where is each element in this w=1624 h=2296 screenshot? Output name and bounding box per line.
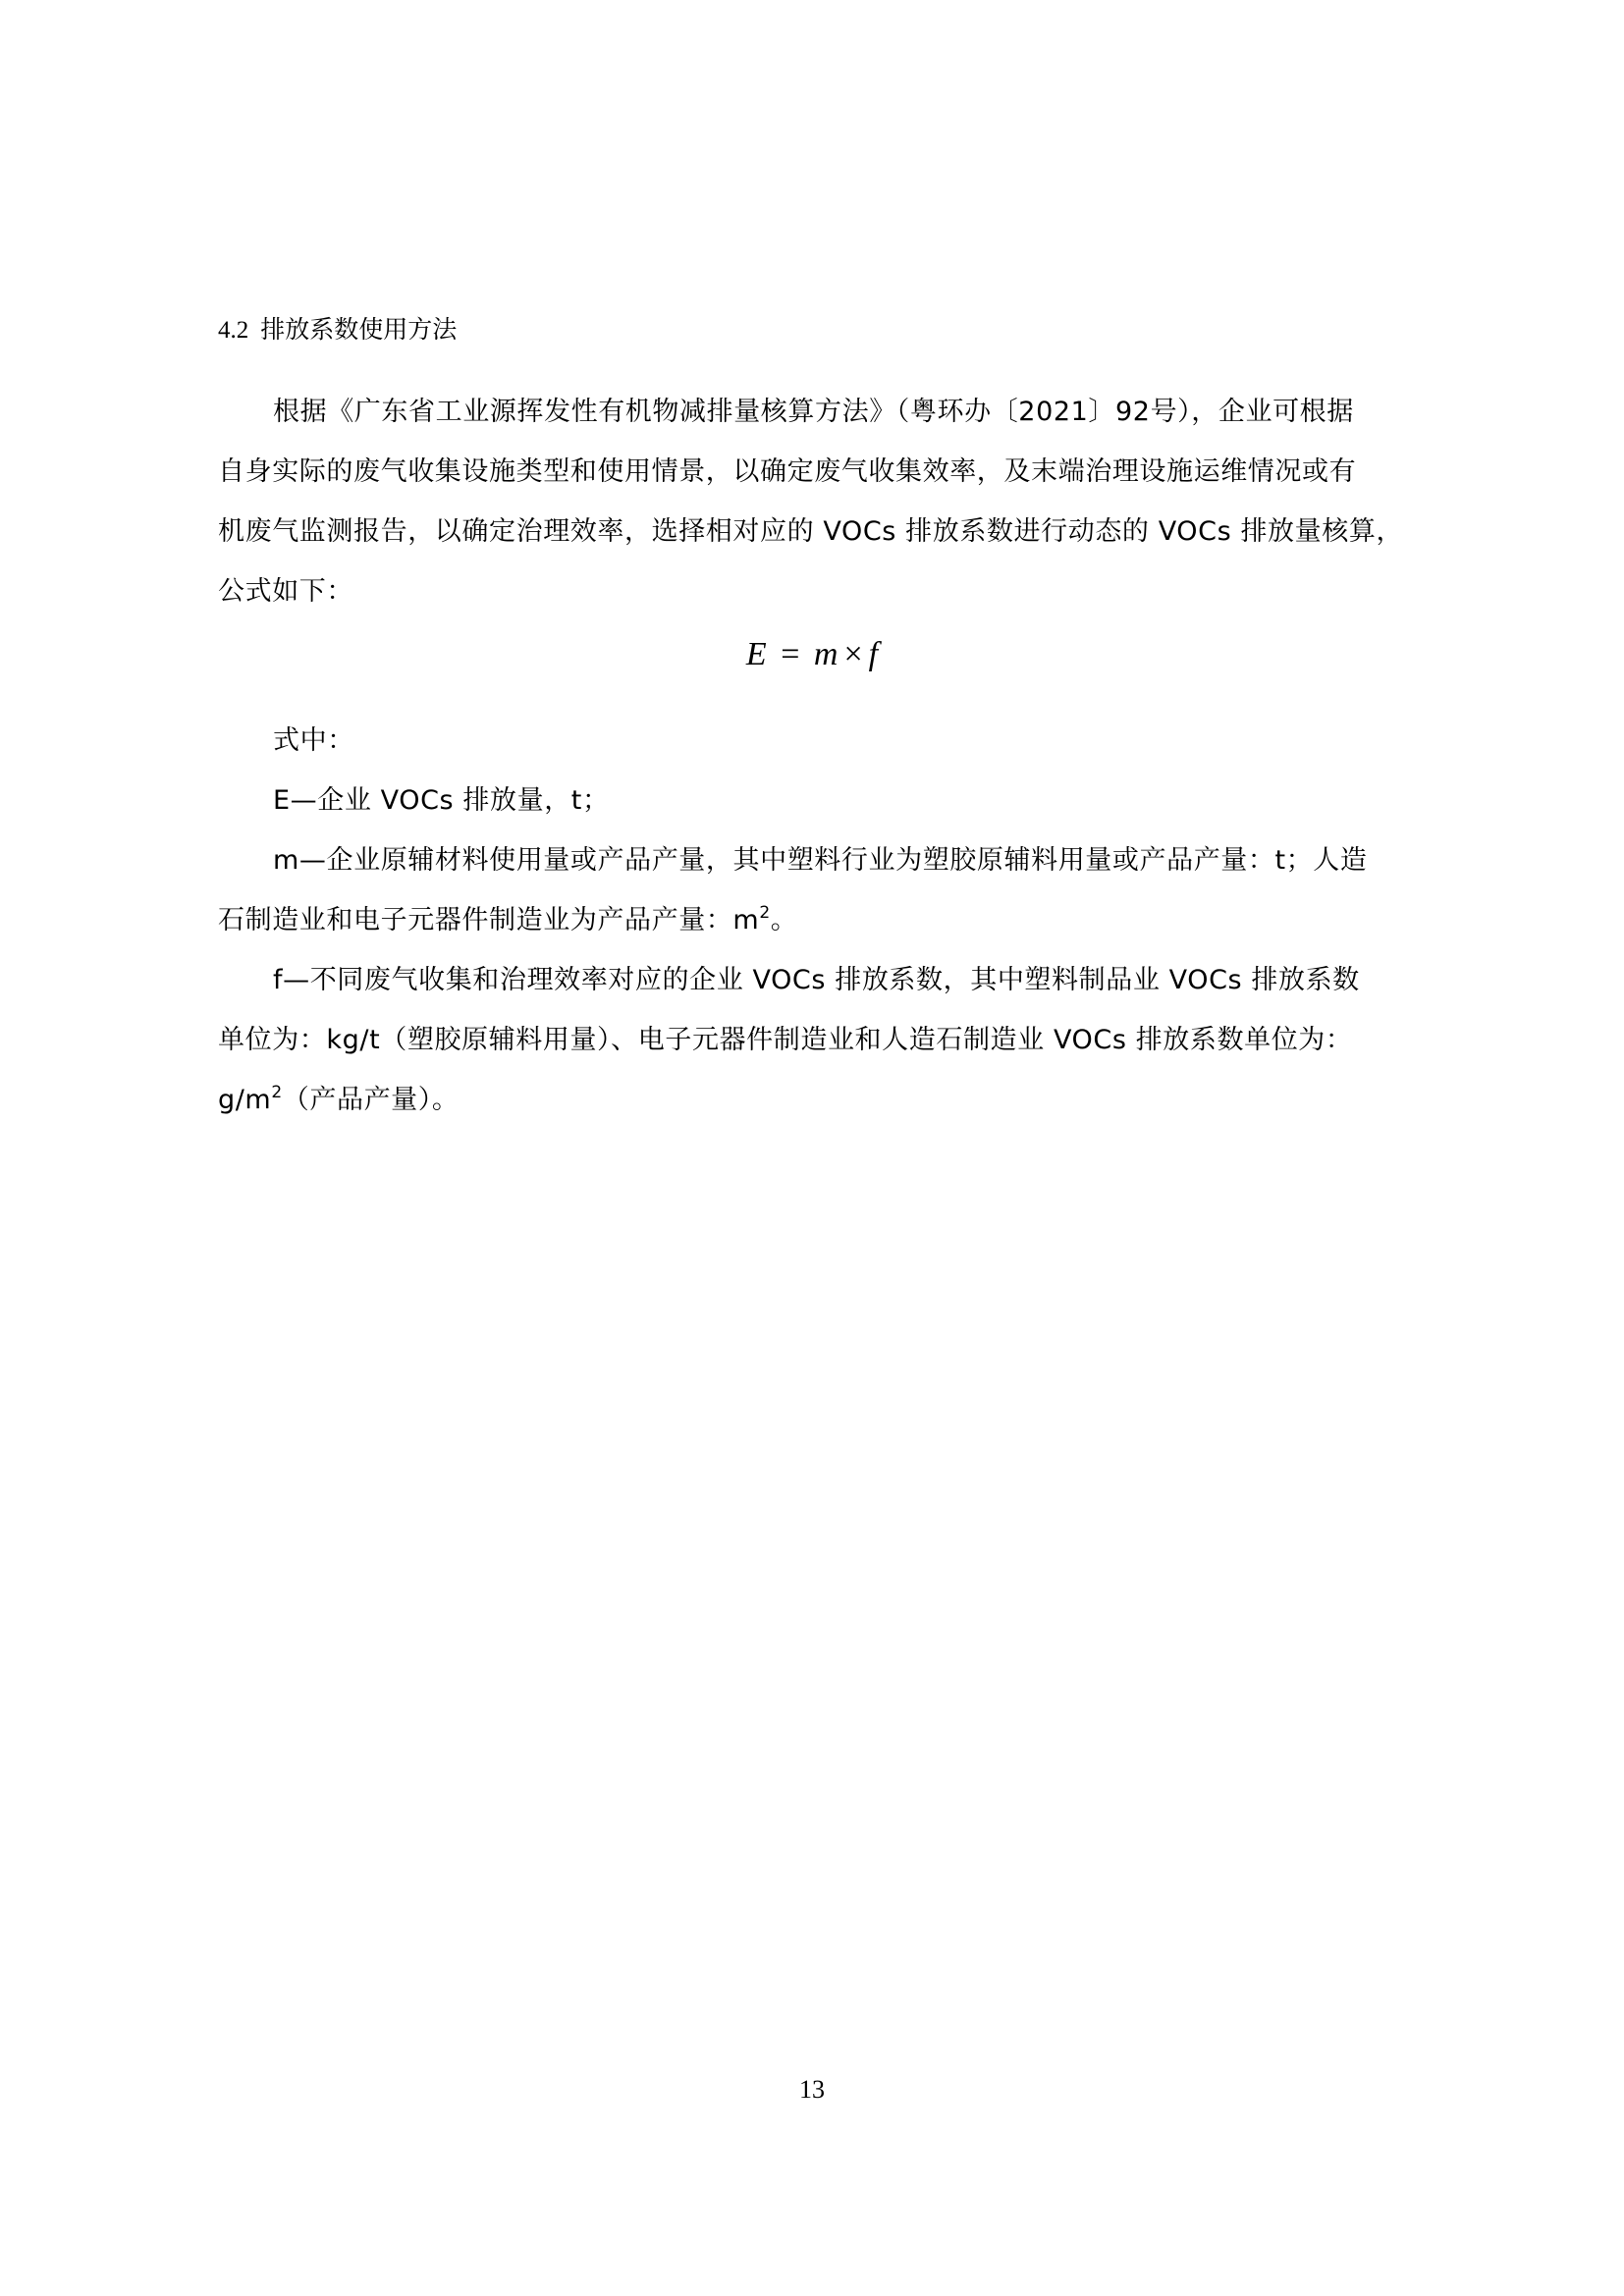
- paragraph-line: 机废气监测报告，以确定治理效率，选择相对应的 VOCs 排放系数进行动态的 VOCs 排放量核算，: [218, 516, 1404, 547]
- section-title: 排放系数使用方法: [260, 315, 458, 344]
- definition-m-text: 石制造业和电子元器件制造业为产品产量：m: [218, 905, 760, 935]
- superscript: 2: [271, 1083, 283, 1102]
- formula-times: ×: [843, 636, 863, 672]
- definition-f-line1: f—不同废气收集和治理效率对应的企业 VOCs 排放系数，其中塑料制品业 VOCs 排放系数: [273, 965, 1360, 995]
- paragraph-line: 根据《广东省工业源挥发性有机物减排量核算方法》（粤环办〔2021〕92号），企业可根据: [273, 397, 1354, 427]
- where-label: 式中：: [273, 725, 354, 756]
- formula-m: m: [813, 636, 839, 672]
- paragraph-line: 公式如下：: [218, 576, 353, 607]
- section-heading: [218, 312, 457, 348]
- paragraph-line: 自身实际的废气收集设施类型和使用情景，以确定废气收集效率，及末端治理设施运维情况或有: [218, 456, 1357, 487]
- formula-e: E: [745, 636, 767, 672]
- definition-m-line1: m—企业原辅材料使用量或产品产量，其中塑料行业为塑胶原辅料用量或产品产量：t；人造: [273, 845, 1368, 876]
- definition-f-end: （产品产量）。: [282, 1085, 460, 1115]
- definition-m-line2: [218, 901, 797, 940]
- formula-f: f: [868, 636, 879, 672]
- definition-f-unit: g/m: [218, 1085, 272, 1115]
- page-number: 13: [799, 2075, 825, 2104]
- definition-m-end: 。: [770, 905, 798, 935]
- definition-f-line3: [218, 1081, 459, 1120]
- formula-equals: =: [781, 636, 800, 672]
- superscript: 2: [759, 903, 771, 923]
- section-number: 4.2: [218, 317, 249, 344]
- definition-e: E—企业 VOCs 排放量，t；: [273, 785, 610, 816]
- emission-formula: [0, 633, 1624, 676]
- definition-f-line2: 单位为：kg/t（塑胶原辅料用量）、电子元器件制造业和人造石制造业 VOCs 排放系数单位为：: [218, 1025, 1353, 1055]
